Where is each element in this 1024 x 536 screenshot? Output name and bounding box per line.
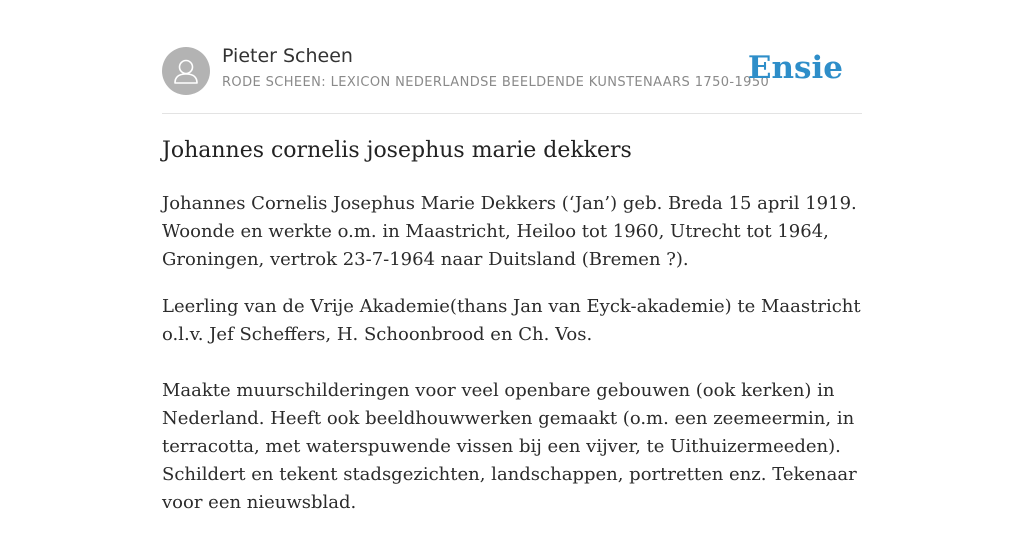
source-label[interactable]: RODE SCHEEN: LEXICON NEDERLANDSE BEELDENDE KUNSTENAARS 1750-1950 <box>222 75 770 90</box>
article-title: Johannes cornelis josephus marie dekkers <box>162 138 632 163</box>
page <box>162 0 862 513</box>
header <box>162 0 862 114</box>
article-paragraph: Maakte muurschilderingen voor veel openbare gebouwen (ook kerken) in Nederland. Heeft ook beeldhouwwerken gemaakt (o.m. een zeemeermin, in terracotta, met waterspuwende vissen bij een vijver, te Uithuizermeeden). Schildert en tekent stadsgezichten, landschappen, portretten enz. Tekenaar voor een nieuwsblad. <box>162 380 857 513</box>
article-body <box>162 190 862 536</box>
user-avatar-icon[interactable] <box>162 47 210 95</box>
author-name[interactable]: Pieter Scheen <box>222 45 353 67</box>
ensie-logo[interactable]: Ensie <box>747 50 843 86</box>
article-paragraph: Leerling van de Vrije Akademie(thans Jan van Eyck-akademie) te Maastricht o.l.v. Jef Scheffers, H. Schoonbrood en Ch. Vos. <box>162 296 861 345</box>
article-paragraph: Johannes Cornelis Josephus Marie Dekkers (‘Jan’) geb. Breda 15 april 1919. Woonde en werkte o.m. in Maastricht, Heiloo tot 1960, Utrecht tot 1964, Groningen, vertrok 23-7-1964 naar Duitsland (Bremen ?). <box>162 193 857 270</box>
